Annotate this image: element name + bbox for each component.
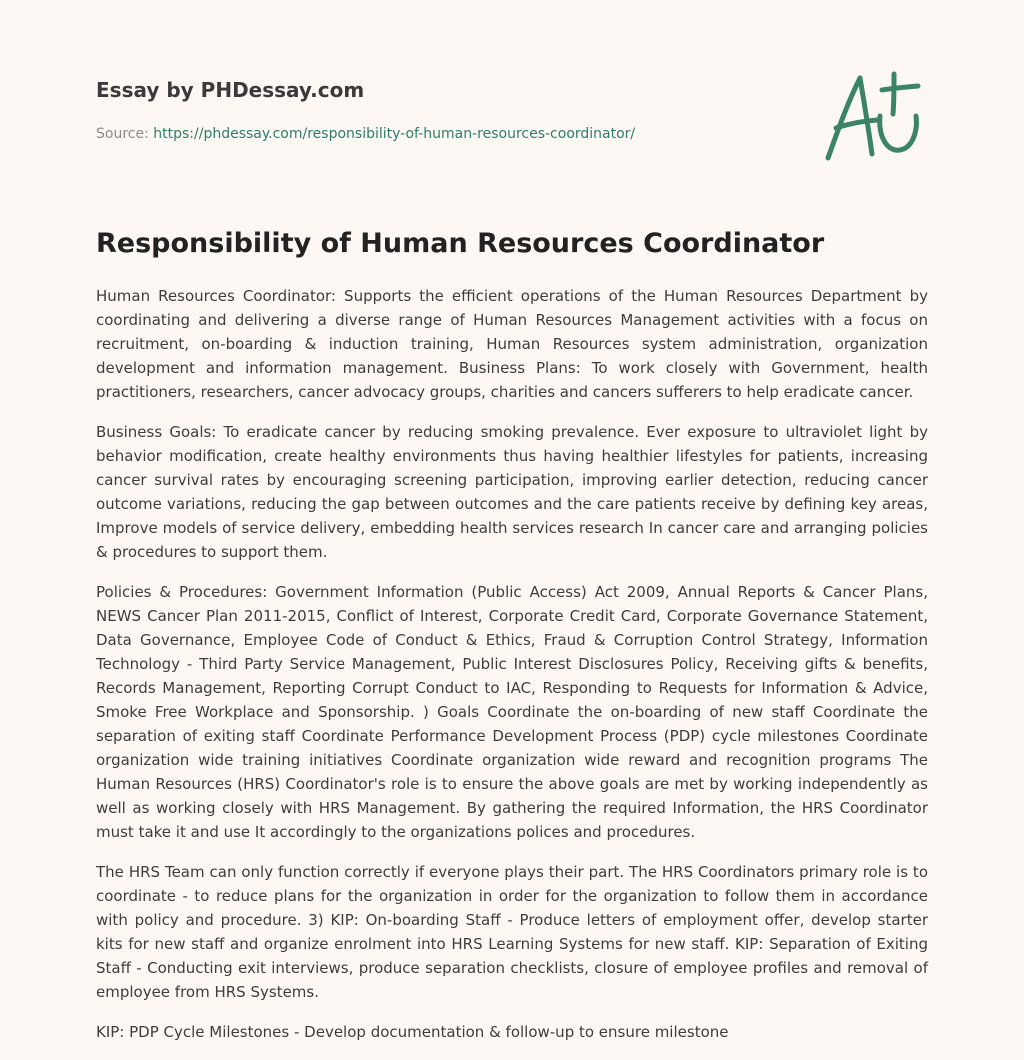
essay-body <box>96 284 928 1060</box>
source-label: Source: <box>96 126 154 142</box>
essay-paragraph: Policies & Procedures: Government Information (Public Access) Act 2009, Annual Reports & Cancer Plans, NEWS Cancer Plan 2011-2015, Conflict of Interest, Corporate Credit Card, Corporate Governance Statement, Data Governance, Employee Code of Conduct & Ethics, Fraud & Corruption Control Strategy, Information Technology - Third Party Service Management, Public Interest Disclosures Policy, Receiving gifts & benefits, Records Management, Reporting Corrupt Conduct to IAC, Responding to Requests for Information & Advice, Smoke Free Workplace and Sponsorship. ) Goals Coordinate the on-boarding of new staff Coordinate the separation of exiting staff Coordinate Performance Development Process (PDP) cycle milestones Coordinate organization wide training initiatives Coordinate organization wide reward and recognition programs The Human Resources (HRS) Coordinator's role is to ensure the above goals are met by working independently as well as working closely with HRS Management. By gathering the required Information, the HRS Coordinator must take it and use It accordingly to the organizations polices and procedures. <box>96 583 928 841</box>
essay-paragraph: The HRS Team can only function correctly if everyone plays their part. The HRS Coordinators primary role is to coordinate - to reduce plans for the organization in order for the organization to follow them in accordance with policy and procedure. 3) KIP: On-boarding Staff - Produce letters of employment offer, develop starter kits for new staff and organize enrolment into HRS Learning Systems for new staff. KIP: Separation of Exiting Staff - Conducting exit interviews, produce separation checklists, closure of employee profiles and removal of employee from HRS Systems. <box>96 863 928 1001</box>
essay-paragraph: KIP: PDP Cycle Milestones - Develop documentation & follow-up to ensure milestone <box>96 1023 729 1041</box>
essay-paragraph: Human Resources Coordinator: Supports the efficient operations of the Human Resources Department by coordinating and delivering a diverse range of Human Resources Management activities with a focus on recruitment, on-boarding & induction training, Human Resources system administration, organization development and information management. Business Plans: To work closely with Government, health practitioners, researchers, cancer advocacy groups, charities and cancers sufferers to help eradicate cancer. <box>96 287 928 401</box>
source-line <box>96 124 796 144</box>
site-title: Essay by PHDessay.com <box>96 78 365 102</box>
essay-paragraph: Business Goals: To eradicate cancer by reducing smoking prevalence. Ever exposure to ultraviolet light by behavior modification, create healthy environments thus having healthier lifestyles for patients, increasing cancer survival rates by encouraging screening participation, improving earlier detection, reducing cancer outcome variations, reducing the gap between outcomes and the care patients receive by defining key areas, Improve models of service delivery, embedding health services research In cancer care and arranging policies & procedures to support them. <box>96 423 928 561</box>
source-link[interactable]: https://phdessay.com/responsibility-of-human-resources-coordinator/ <box>153 126 636 142</box>
a-plus-logo-svg <box>818 66 928 166</box>
essay-title: Responsibility of Human Resources Coordinator <box>96 228 825 259</box>
a-plus-logo-icon <box>818 66 928 166</box>
site-header <box>96 76 796 144</box>
